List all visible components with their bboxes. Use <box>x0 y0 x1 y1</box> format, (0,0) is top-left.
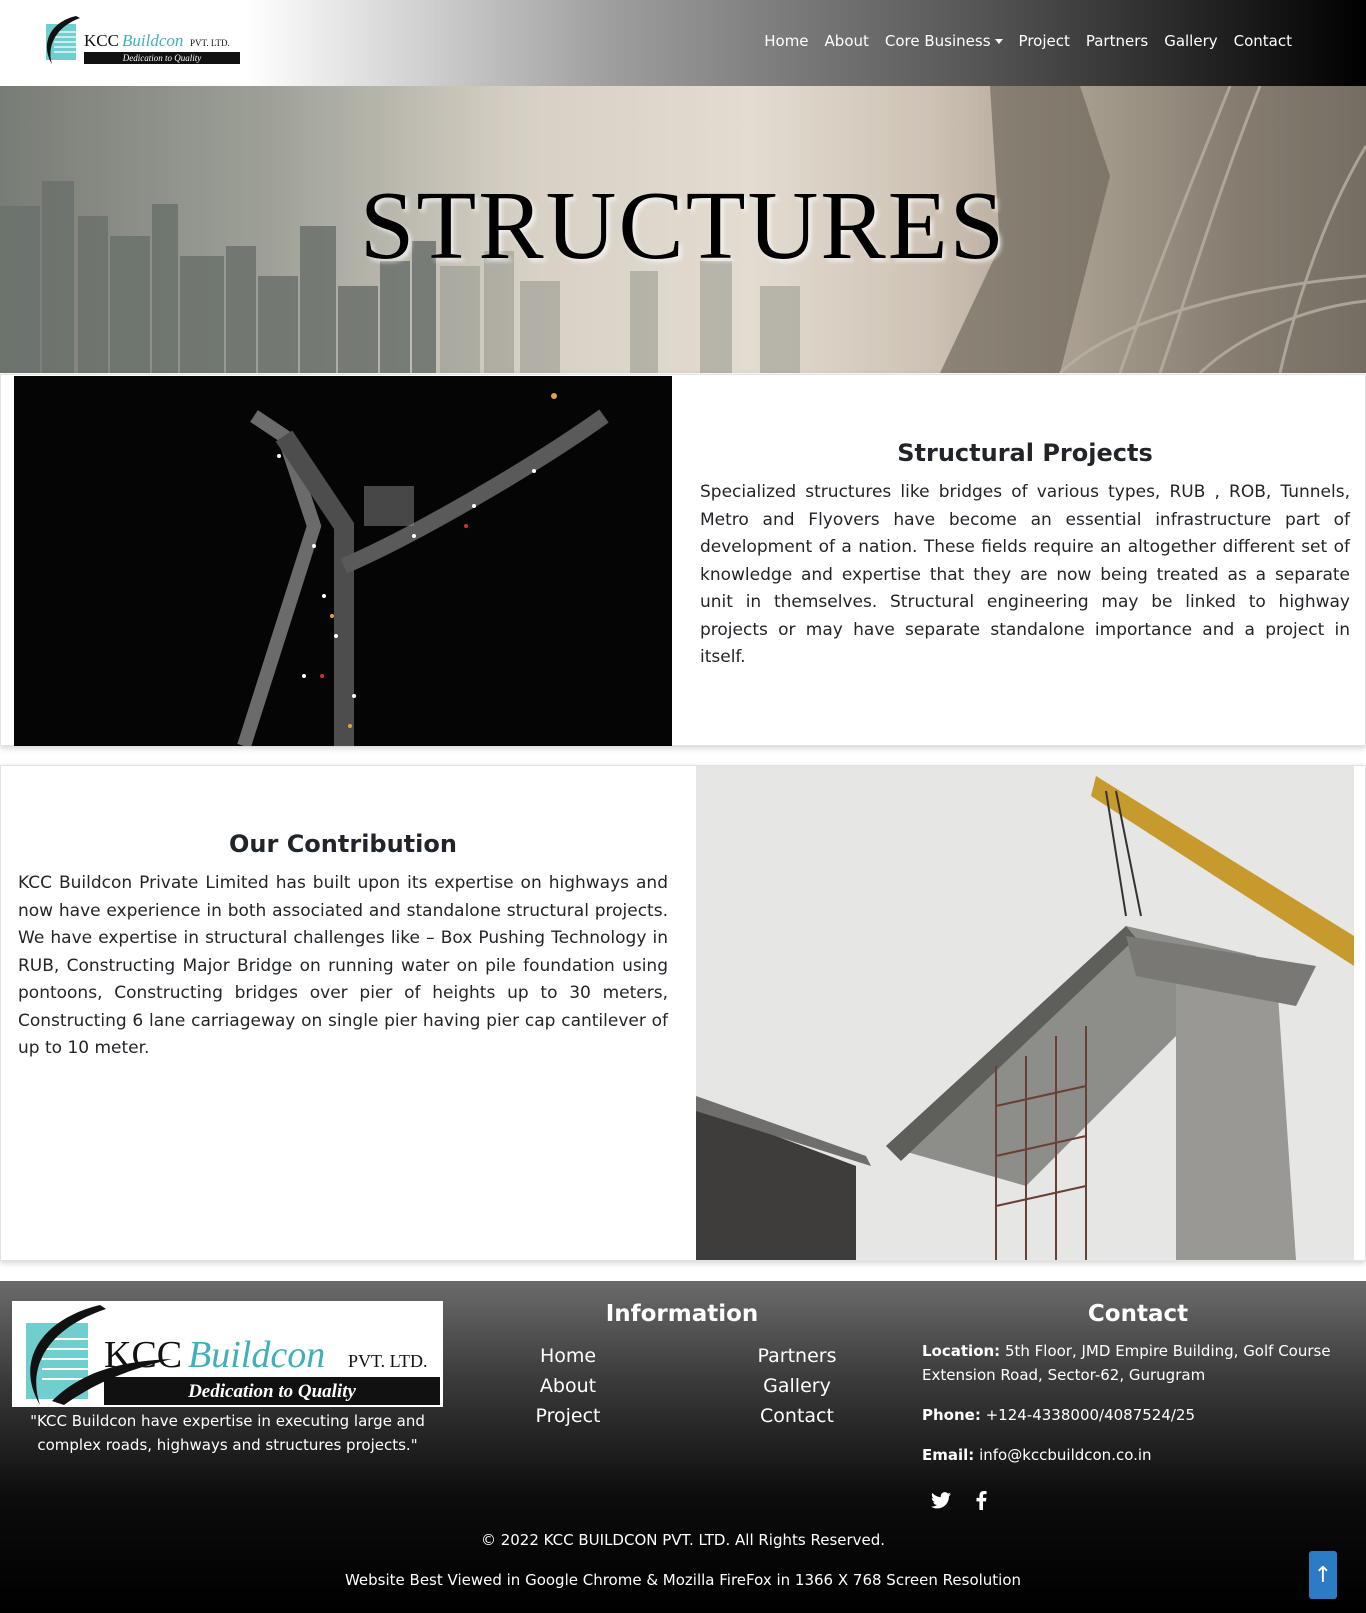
footer-link-home[interactable]: Home <box>539 1345 597 1367</box>
our-contribution-body: KCC Buildcon Private Limited has built upon its expertise on highways and now have experience in both associated and standalone structural projects. We have expertise in structural challenges like – Box Pushing Technology in RUB, Constructing Major Bridge on running water on pile foundation using pontoons, Constructing bridges over pier of heights up to 30 meters, Constructing 6 lane carriageway on single pier having pier cap cantilever of up to 10 meter. <box>18 873 668 1058</box>
structural-projects-body: Specialized structures like bridges of various types, RUB , ROB, Tunnels, Metro and Flyovers have become an essential infrastructure part of development of a nation. These fields require an altogether different set of knowledge and expertise that they are now being treated as a separate unit in themselves. Structural engineering may be linked to highway projects or may have separate standalone importance and a project in itself. <box>700 482 1350 667</box>
footer-links-col1 <box>508 1341 628 1431</box>
structural-projects-text <box>700 439 1350 672</box>
copyright: © 2022 KCC BUILDCON PVT. LTD. All Rights Reserved. <box>480 1531 886 1549</box>
social-links <box>930 1489 992 1511</box>
footer-links-col2 <box>737 1341 857 1431</box>
chevron-down-icon <box>995 39 1003 44</box>
footer-link-contact[interactable]: Contact <box>760 1405 834 1427</box>
footer-logo-kcc-text: KCC <box>104 1334 183 1376</box>
footer-quote: "KCC Buildcon have expertise in executing large and complex roads, highways and structures projects." <box>30 1412 425 1454</box>
contact-email <box>922 1443 1354 1467</box>
footer-logo-tagline-text: Dedication to Quality <box>188 1381 356 1402</box>
our-contribution-card <box>0 765 1366 1261</box>
structural-projects-card <box>0 374 1366 746</box>
nav-about[interactable]: About <box>824 32 869 50</box>
email-label: Email: <box>922 1446 975 1464</box>
contact-info <box>922 1339 1354 1483</box>
footer-logo-suffix-text: PVT. LTD. <box>348 1351 428 1371</box>
footer-link-project[interactable]: Project <box>535 1405 601 1427</box>
footer-link-about[interactable]: About <box>539 1375 597 1397</box>
phone-value[interactable]: +124-4338000/4087524/25 <box>985 1406 1196 1424</box>
nav-contact[interactable]: Contact <box>1233 32 1292 50</box>
logo-kcc-text: KCC <box>84 31 119 50</box>
email-value[interactable]: info@kccbuildcon.co.in <box>979 1446 1152 1464</box>
hero-title: STRUCTURES <box>359 172 1007 280</box>
nav-home[interactable]: Home <box>764 32 809 50</box>
structural-projects-title: Structural Projects <box>897 439 1153 467</box>
location-value: 5th Floor, JMD Empire Building, Golf Course Extension Road, Sector-62, Gurugram <box>922 1342 1331 1384</box>
night-highway-photo <box>14 376 672 746</box>
nav-project[interactable]: Project <box>1018 32 1070 50</box>
our-contribution-title: Our Contribution <box>229 830 457 858</box>
contact-title: Contact <box>1087 1301 1189 1327</box>
nav-core-business-label: Core Business <box>884 32 991 50</box>
nav-core-business[interactable] <box>877 32 1011 50</box>
footer-logo-buildcon-text: Buildcon <box>188 1334 326 1376</box>
footer-kcc-logo[interactable] <box>12 1301 443 1407</box>
nav-partners[interactable]: Partners <box>1085 32 1149 50</box>
our-contribution-text <box>18 830 668 1063</box>
scroll-to-top-button[interactable] <box>1309 1551 1337 1599</box>
logo-buildcon-text: Buildcon <box>122 31 184 50</box>
arrow-up-icon: ↑ <box>1313 1562 1333 1588</box>
logo-suffix-text: PVT. LTD. <box>190 38 230 48</box>
footer <box>0 1281 1366 1613</box>
logo-tagline-text: Dedication to Quality <box>122 53 202 63</box>
hero-banner <box>0 86 1366 373</box>
contact-location <box>922 1339 1354 1387</box>
contact-phone <box>922 1403 1354 1427</box>
bridge-construction-photo <box>696 766 1354 1260</box>
kcc-logo[interactable] <box>40 14 242 68</box>
facebook-icon[interactable] <box>970 1489 992 1511</box>
main-nav <box>756 32 1300 50</box>
footer-link-partners[interactable]: Partners <box>757 1345 837 1367</box>
footer-link-gallery[interactable]: Gallery <box>763 1375 831 1397</box>
location-label: Location: <box>922 1342 1001 1360</box>
best-viewed-note: Website Best Viewed in Google Chrome & Mozilla FireFox in 1366 X 768 Screen Resolution <box>344 1571 1022 1589</box>
information-title: Information <box>605 1301 759 1327</box>
navbar <box>0 0 1366 86</box>
phone-label: Phone: <box>922 1406 981 1424</box>
twitter-icon[interactable] <box>930 1489 952 1511</box>
nav-gallery[interactable]: Gallery <box>1164 32 1218 50</box>
